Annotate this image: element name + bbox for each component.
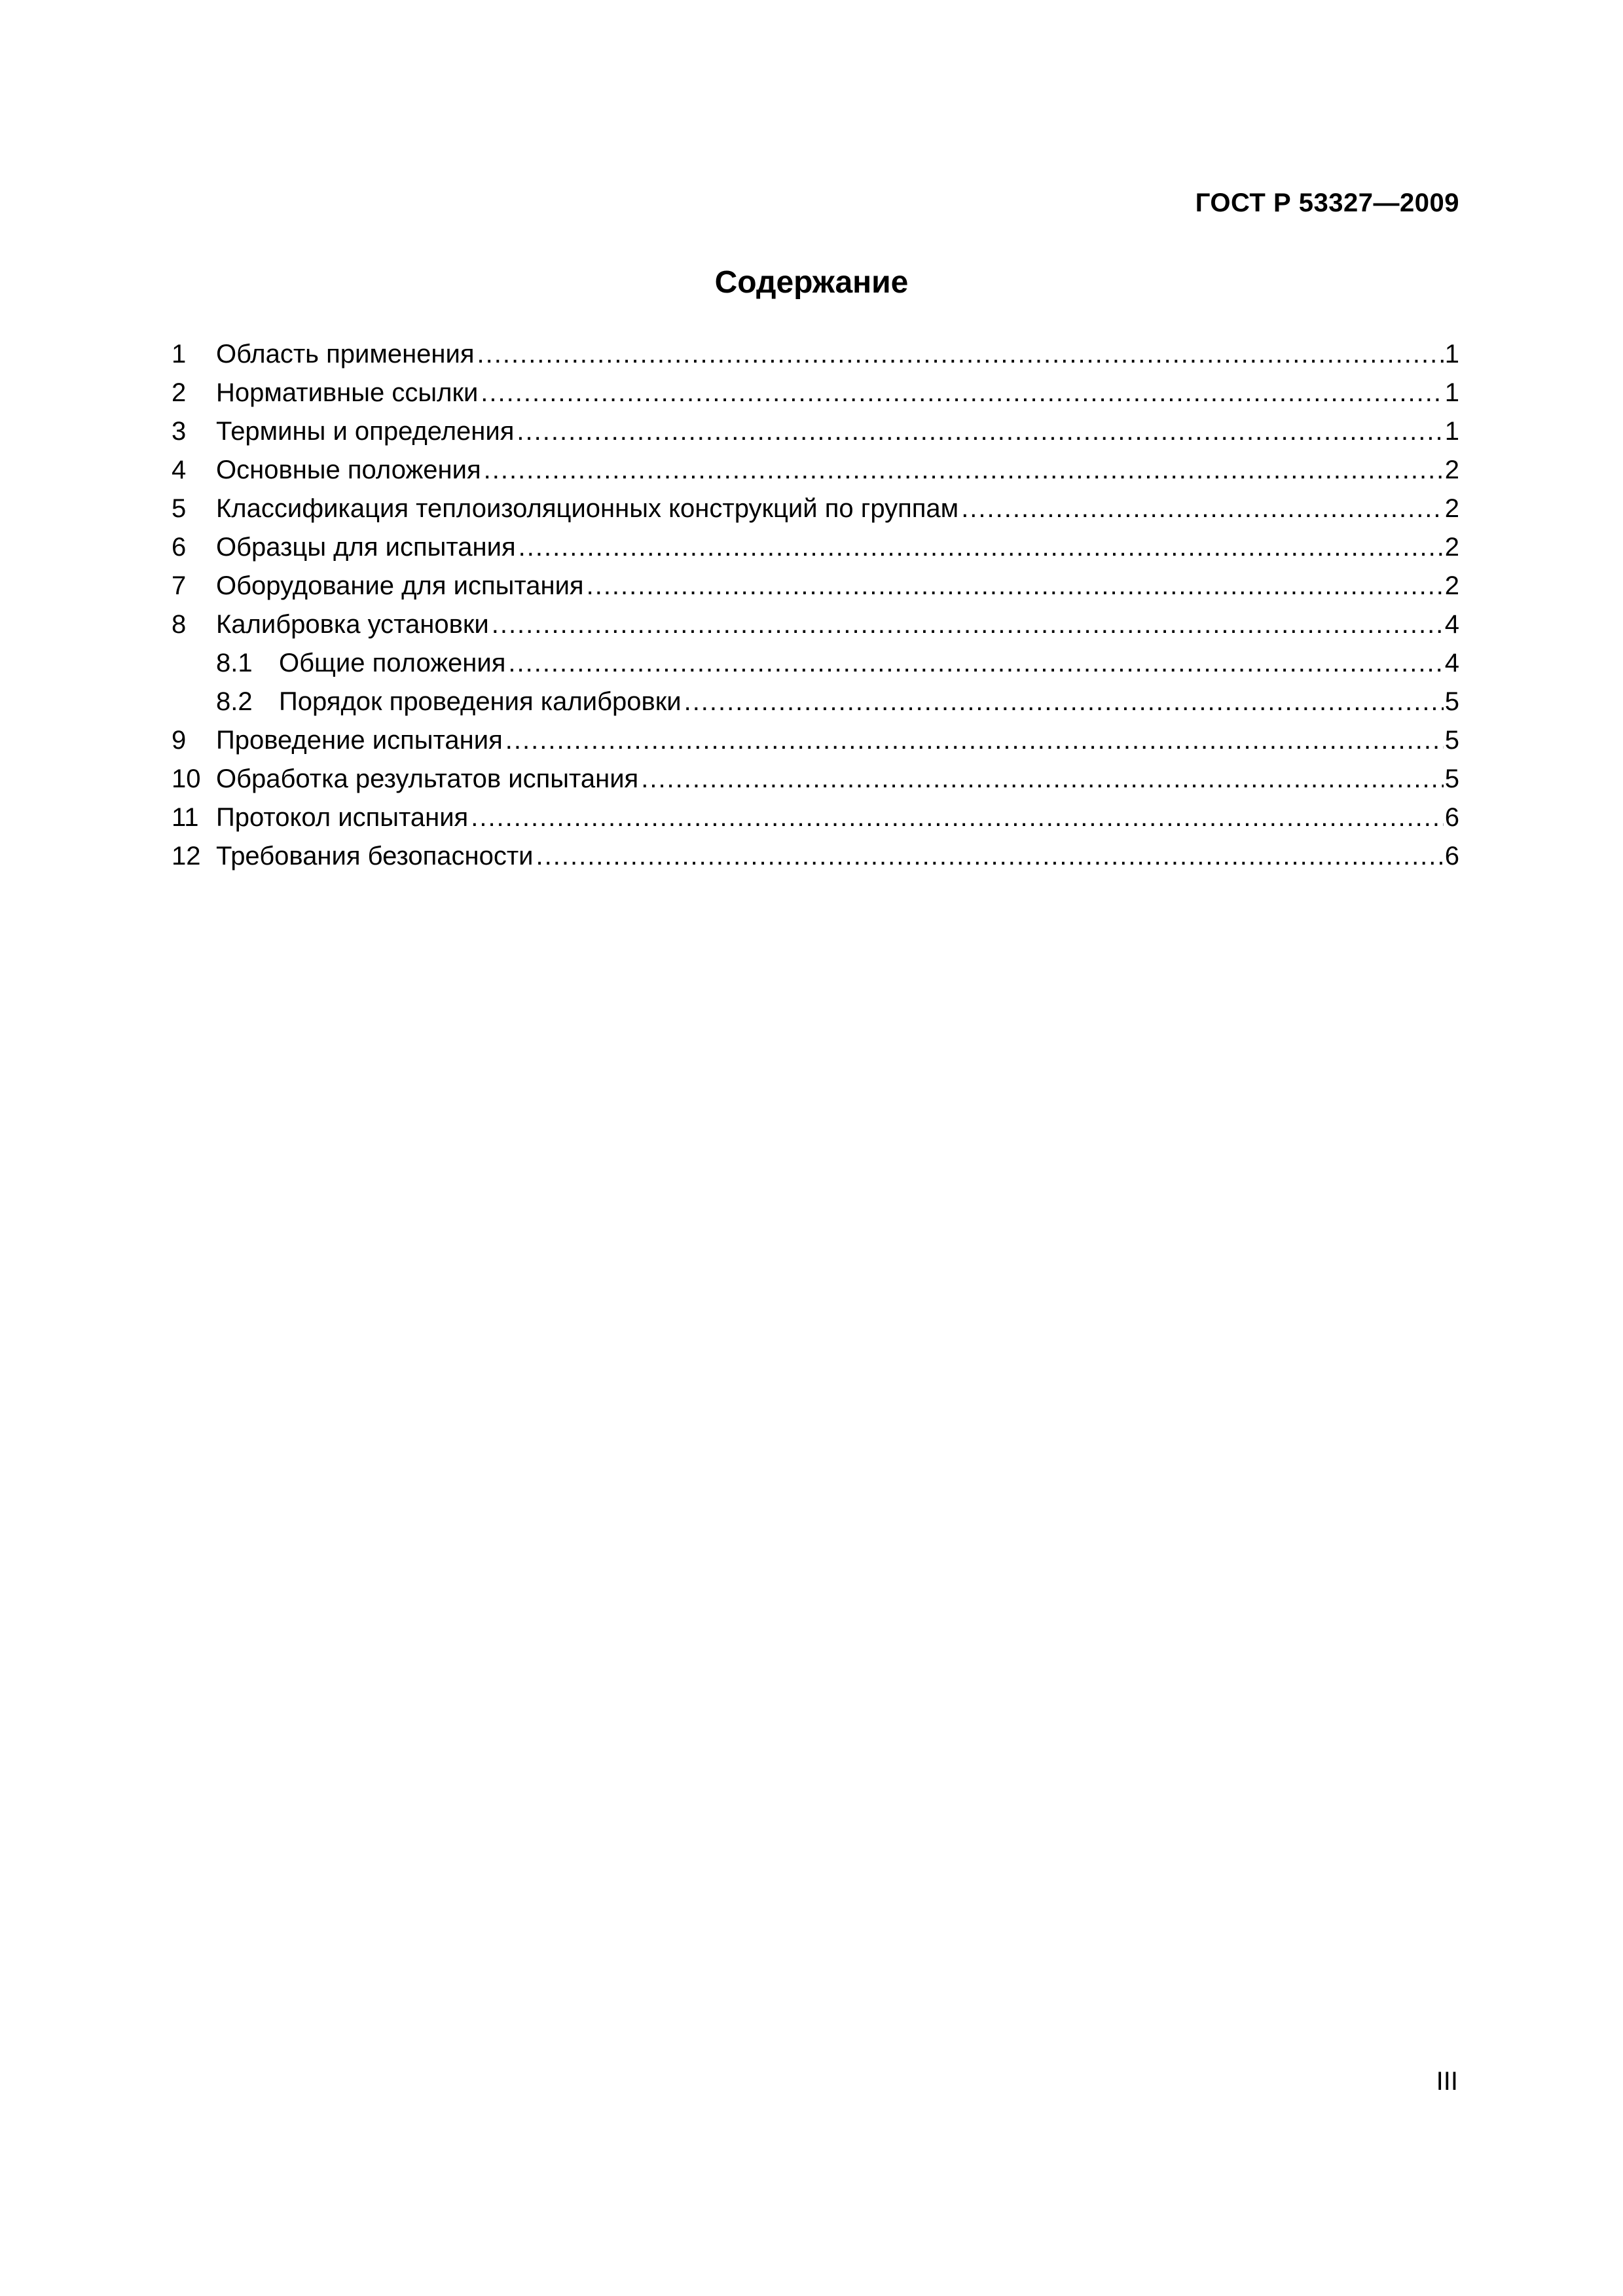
toc-entry-title: Калибровка установки: [216, 610, 489, 639]
toc-entry-number: 3: [172, 417, 187, 446]
dot-leader: [587, 567, 1444, 605]
toc-entry-number: 9: [172, 726, 187, 755]
toc-entry-page: 2: [1444, 456, 1459, 484]
toc-entry-title: Основные положения: [216, 456, 481, 484]
toc-entry-page: 2: [1444, 571, 1459, 600]
toc-entry[interactable]: [172, 528, 1459, 567]
dot-leader: [517, 412, 1443, 451]
toc-entry-page: 6: [1444, 842, 1459, 870]
toc-entry-title: Оборудование для испытания: [216, 571, 584, 600]
toc-entry-page: 2: [1444, 533, 1459, 562]
toc-entry[interactable]: [172, 374, 1459, 412]
toc-entry-number: 8: [172, 610, 187, 639]
toc-subentry[interactable]: [172, 683, 1459, 721]
toc-entry-page: 6: [1444, 803, 1459, 832]
toc-entry[interactable]: [172, 721, 1459, 760]
toc-entry-page: 5: [1444, 687, 1459, 716]
toc-entry[interactable]: [172, 605, 1459, 644]
toc-entry-title: Нормативные ссылки: [216, 378, 479, 407]
toc-entry-page: 1: [1444, 340, 1459, 368]
dot-leader: [536, 837, 1444, 876]
toc-entry-number: 8.2: [216, 687, 253, 716]
dot-leader: [471, 798, 1444, 837]
toc-entry-title: Общие положения: [279, 649, 506, 677]
dot-leader: [641, 760, 1444, 798]
toc-entry[interactable]: [172, 798, 1459, 837]
toc-entry-page: 4: [1444, 649, 1459, 677]
toc-entry-title: Требования безопасности: [216, 842, 534, 870]
dot-leader: [481, 374, 1443, 412]
toc-entry[interactable]: [172, 837, 1459, 876]
toc-entry-number: 6: [172, 533, 187, 562]
toc-entry-title: Обработка результатов испытания: [216, 764, 639, 793]
toc-entry-page: 1: [1444, 378, 1459, 407]
dot-leader: [492, 605, 1444, 644]
toc-entry-page: 5: [1444, 726, 1459, 755]
toc-entry-title: Порядок проведения калибровки: [279, 687, 682, 716]
toc-entry-number: 12: [172, 842, 201, 870]
dot-leader: [477, 335, 1444, 374]
toc-entry-number: 8.1: [216, 649, 253, 677]
toc-entry-number: 4: [172, 456, 187, 484]
toc-entry-title: Термины и определения: [216, 417, 515, 446]
dot-leader: [508, 644, 1443, 683]
dot-leader: [684, 683, 1444, 721]
toc-entry-number: 5: [172, 494, 187, 523]
toc-entry[interactable]: [172, 335, 1459, 374]
toc-entry-number: 1: [172, 340, 187, 368]
toc-entry[interactable]: [172, 490, 1459, 528]
dot-leader: [484, 451, 1444, 490]
page-number: III: [1436, 2067, 1458, 2096]
toc-entry-title: Протокол испытания: [216, 803, 469, 832]
toc-entry[interactable]: [172, 760, 1459, 798]
toc-entry-number: 10: [172, 764, 201, 793]
toc-entry[interactable]: [172, 412, 1459, 451]
toc-entry-page: 5: [1444, 764, 1459, 793]
toc-title: Содержание: [714, 265, 909, 300]
toc-entry-page: 4: [1444, 610, 1459, 639]
document-code: ГОСТ Р 53327—2009: [1195, 188, 1459, 217]
toc-entry-title: Классификация теплоизоляционных конструкций по группам: [216, 494, 959, 523]
toc-entry-number: 2: [172, 378, 187, 407]
table-of-contents: [172, 335, 1459, 876]
dot-leader: [505, 721, 1444, 760]
toc-entry-title: Область применения: [216, 340, 475, 368]
toc-entry-title: Проведение испытания: [216, 726, 503, 755]
toc-entry[interactable]: [172, 567, 1459, 605]
toc-entry-page: 2: [1444, 494, 1459, 523]
toc-entry-number: 11: [172, 803, 199, 832]
toc-subentry[interactable]: [172, 644, 1459, 683]
toc-entry-title: Образцы для испытания: [216, 533, 516, 562]
dot-leader: [519, 528, 1444, 567]
toc-entry-number: 7: [172, 571, 187, 600]
dot-leader: [961, 490, 1444, 528]
toc-entry-page: 1: [1444, 417, 1459, 446]
toc-entry[interactable]: [172, 451, 1459, 490]
